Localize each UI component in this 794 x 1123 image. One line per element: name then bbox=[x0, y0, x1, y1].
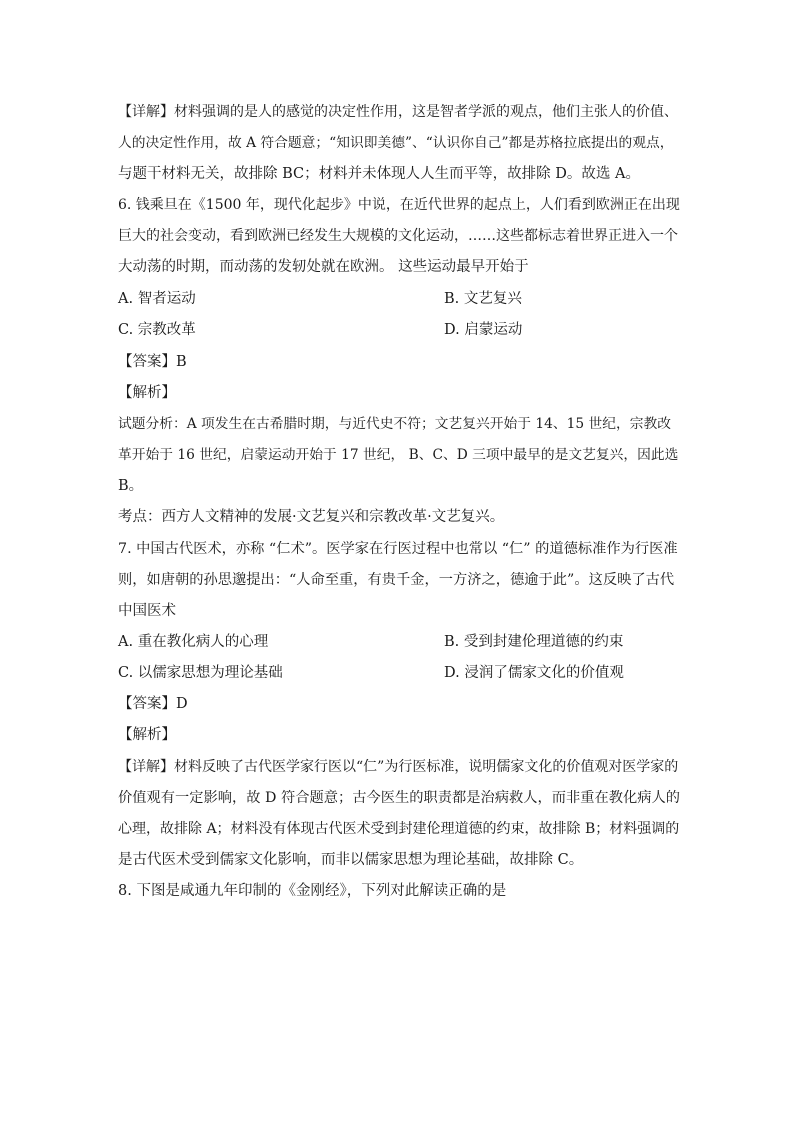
q7-stem-line-1: 7. 中国古代医术，亦称 “仁术”。医学家在行医过程中也常以 “仁” 的道德标准作为行医准 bbox=[118, 541, 678, 557]
q6-option-c: C. 宗教改革 bbox=[118, 322, 196, 338]
q6-option-b: B. 文艺复兴 bbox=[444, 291, 522, 307]
q5-detail-line-2: 人的决定性作用，故 A 符合题意；“知识即美德”、“认识你自己”都是苏格拉底提出的观点， bbox=[118, 135, 674, 151]
q7-detail-line-2: 价值观有一定影响，故 D 符合题意；古今医生的职责都是治病救人，而非重在教化病人的 bbox=[118, 790, 680, 806]
q5-detail-line-1: 【详解】材料强调的是人的感觉的决定性作用，这是智者学派的观点，他们主张人的价值、 bbox=[118, 104, 678, 120]
q7-analysis-heading: 【解析】 bbox=[118, 727, 176, 743]
q6-stem-line-2: 巨大的社会变动，看到欧洲已经发生大规模的文化运动，……这些都标志着世界正进入一个 bbox=[118, 228, 678, 244]
q5-detail-line-3: 与题干材料无关，故排除 BC；材料并未体现人人生而平等，故排除 D。故选 A。 bbox=[118, 166, 640, 182]
q7-stem-line-2: 则，如唐朝的孙思邈提出：“人命至重，有贵千金，一方济之，德逾于此”。这反映了古代 bbox=[118, 572, 675, 588]
q8-stem-line-1: 8. 下图是咸通九年印制的《金刚经》，下列对此解读正确的是 bbox=[118, 883, 507, 899]
q7-option-b: B. 受到封建伦理道德的约束 bbox=[444, 634, 624, 650]
q7-detail-line-4: 是古代医术受到儒家文化影响，而非以儒家思想为理论基础，故排除 C。 bbox=[118, 852, 584, 868]
q6-stem-line-1: 6. 钱乘旦在《1500 年，现代化起步》中说，在近代世界的起点上，人们看到欧洲正在出现 bbox=[118, 197, 680, 213]
q7-answer: 【答案】D bbox=[118, 696, 188, 712]
q6-kaodian: 考点：西方人文精神的发展·文艺复兴和宗教改革·文艺复兴。 bbox=[118, 509, 505, 525]
q6-analysis-line-2: 革开始于 16 世纪，启蒙运动开始于 17 世纪， B、C、D 三项中最早的是文艺复兴，因此选 bbox=[118, 447, 679, 463]
q7-option-d: D. 浸润了儒家文化的价值观 bbox=[444, 665, 624, 681]
q7-option-a: A. 重在教化病人的心理 bbox=[118, 634, 269, 650]
q7-stem-line-3: 中国医术 bbox=[118, 603, 176, 619]
q7-option-c: C. 以儒家思想为理论基础 bbox=[118, 665, 283, 681]
q6-analysis-heading: 【解析】 bbox=[118, 385, 176, 401]
q6-answer: 【答案】B bbox=[118, 354, 187, 370]
q6-stem-line-3: 大动荡的时期，而动荡的发轫处就在欧洲。 这些运动最早开始于 bbox=[118, 259, 529, 275]
q6-option-a: A. 智者运动 bbox=[118, 291, 196, 307]
q6-option-d: D. 启蒙运动 bbox=[444, 322, 523, 338]
q6-analysis-line-3: B。 bbox=[118, 478, 144, 494]
q6-analysis-line-1: 试题分析：A 项发生在古希腊时期，与近代史不符；文艺复兴开始于 14、15 世纪，宗教改 bbox=[118, 416, 672, 432]
q7-detail-line-3: 心理，故排除 A；材料没有体现古代医术受到封建伦理道德的约束，故排除 B；材料强调的 bbox=[118, 821, 680, 837]
q7-detail-line-1: 【详解】材料反映了古代医学家行医以“仁”为行医标准，说明儒家文化的价值观对医学家的 bbox=[118, 759, 679, 775]
